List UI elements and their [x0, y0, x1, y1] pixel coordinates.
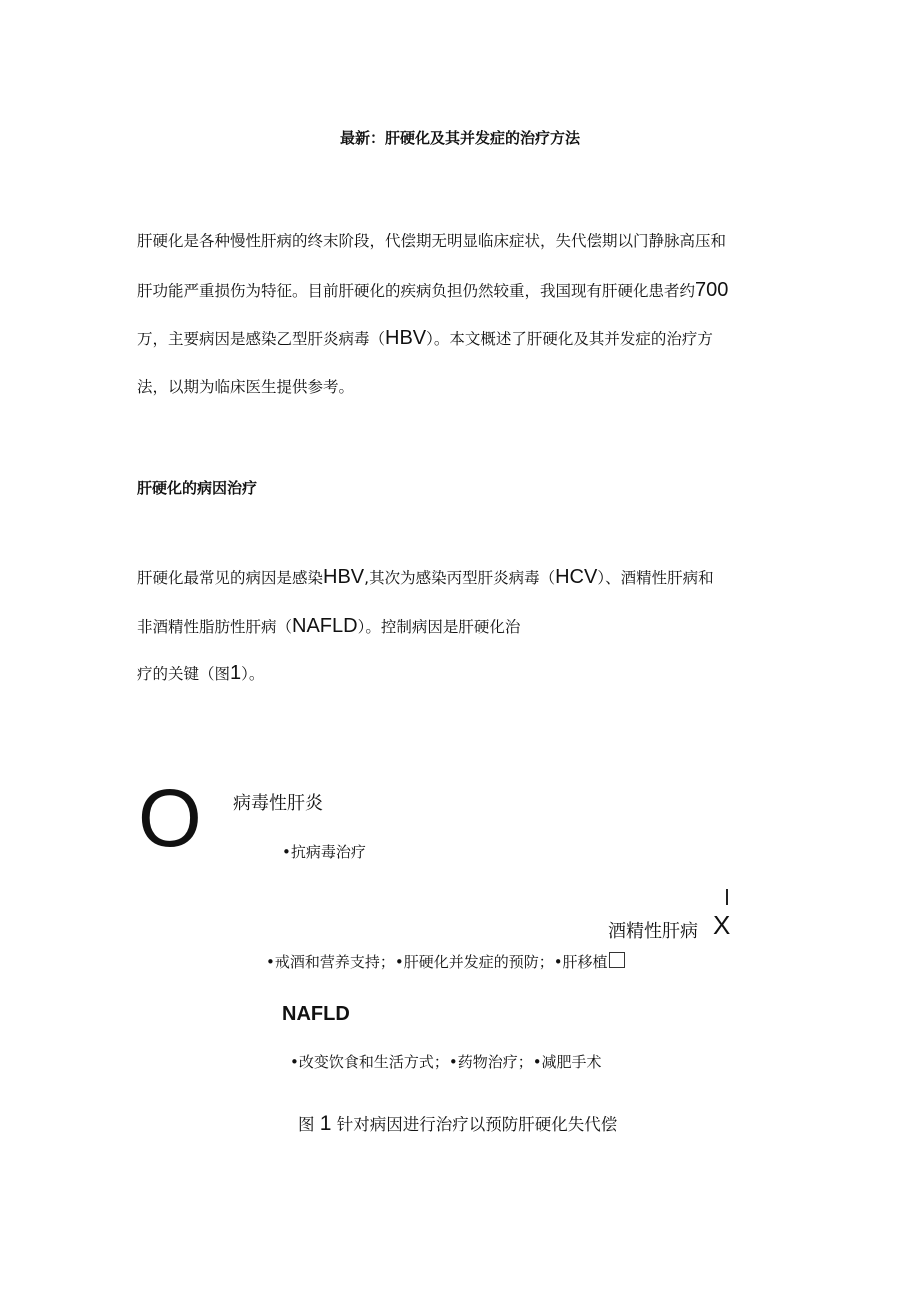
section-line-1-text-b: ,其次为感染丙型肝炎病毒（	[364, 569, 556, 587]
section-line-2	[137, 615, 785, 638]
figure-alcohol-items-text: •戒酒和营养支持；•肝硬化并发症的预防；•肝移植	[266, 953, 608, 971]
intro-line-1: 肝硬化是各种慢性肝病的终末阶段，代偿期无明显临床症状，失代偿期以门静脉高压和	[137, 232, 727, 250]
figure-nafld-items: •改变饮食和生活方式；•药物治疗；•减肥手术	[290, 1053, 602, 1071]
section-heading: 肝硬化的病因治疗	[137, 479, 258, 497]
figure-caption	[298, 1111, 617, 1136]
intro-number-700: 700	[695, 279, 729, 301]
missing-glyph-box-icon	[609, 952, 625, 968]
section-line-3-text-a: 疗的关键（图	[137, 665, 231, 683]
figure-viral-heading: 病毒性肝炎	[233, 793, 323, 814]
intro-line-2-text: 肝功能严重损伤为特征。目前肝硬化的疾病负担仍然较重，我国现有肝硬化患者约	[137, 282, 696, 300]
section-line-3-text-b: ）。	[241, 665, 265, 683]
section-hbv: HBV	[323, 566, 365, 588]
section-nafld: NAFLD	[292, 615, 358, 637]
figure-caption-text: 针对病因进行治疗以预防肝硬化失代偿	[336, 1115, 618, 1134]
section-line-1	[137, 566, 785, 589]
page-title: 最新：肝硬化及其并发症的治疗方法	[339, 129, 580, 147]
section-figure-ref: 1	[230, 662, 242, 684]
section-line-2-text-b: ）。控制病因是肝硬化治	[357, 618, 521, 636]
intro-line-3-text-b: ）。本文概述了肝硬化及其并发症的治疗方	[426, 330, 713, 348]
intro-line-2	[137, 279, 785, 302]
figure-alcohol-heading: 酒精性肝病	[608, 921, 698, 942]
intro-hbv: HBV	[385, 327, 427, 349]
intro-line-3	[137, 327, 785, 350]
section-line-2-text-a: 非酒精性脂肪性肝病（	[137, 618, 293, 636]
intro-line-3-text-a: 万，主要病因是感染乙型肝炎病毒（	[137, 330, 386, 348]
section-line-3	[137, 662, 785, 685]
figure-alcohol-items	[266, 951, 625, 972]
figure-bar-icon	[726, 889, 728, 905]
section-hcv: HCV	[555, 566, 598, 588]
section-line-1-text-c: ）、酒精性肝病和	[597, 569, 714, 587]
figure-x-icon: X	[713, 910, 731, 940]
figure-viral-item: •抗病毒治疗	[282, 843, 366, 861]
intro-line-4: 法，以期为临床医生提供参考。	[137, 378, 355, 396]
figure-marker-o: O	[138, 773, 202, 864]
section-line-1-text-a: 肝硬化最常见的病因是感染	[137, 569, 324, 587]
figure-nafld-heading: NAFLD	[282, 1003, 350, 1025]
figure-caption-number: 1	[319, 1112, 332, 1135]
figure-caption-prefix: 图	[298, 1115, 315, 1134]
